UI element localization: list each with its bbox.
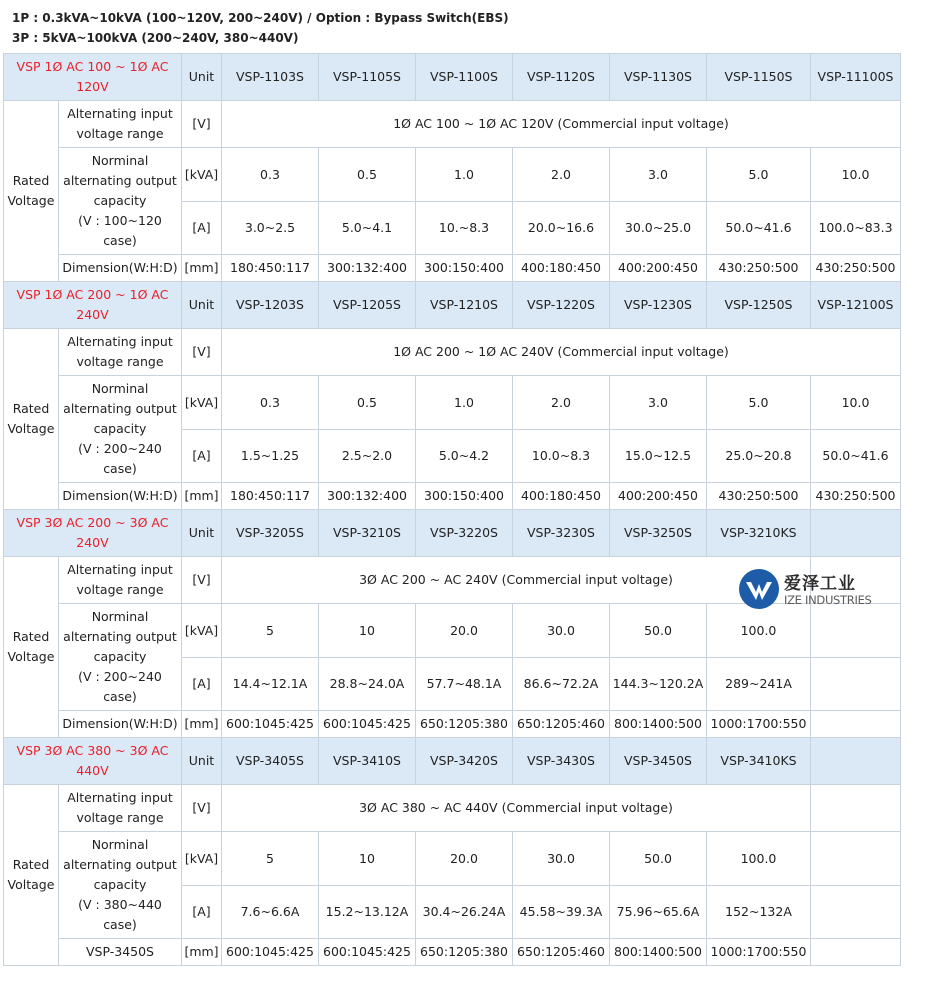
dimension-value: 430:250:500	[811, 483, 901, 510]
logo-english-name: IZE INDUSTRIES	[784, 593, 872, 607]
model-name: VSP-3420S	[416, 738, 513, 785]
dimension-value: 400:200:450	[610, 483, 707, 510]
current-amps-value: 144.3~120.2A	[610, 658, 707, 711]
dimension-value: 800:1400:500	[610, 939, 707, 966]
capacity-kva-value: 2.0	[513, 376, 610, 430]
model-name: VSP-3230S	[513, 510, 610, 557]
unit-mm: [mm]	[182, 711, 222, 738]
model-name: VSP-1230S	[610, 282, 707, 329]
capacity-kva-value: 0.5	[319, 148, 416, 202]
model-name	[811, 510, 901, 557]
model-name: VSP-1205S	[319, 282, 416, 329]
dimension-value: 430:250:500	[707, 255, 811, 282]
capacity-kva-value: 20.0	[416, 604, 513, 658]
current-amps-value: 5.0~4.1	[319, 202, 416, 255]
capacity-kva-value: 10.0	[811, 376, 901, 430]
current-amps-value: 25.0~20.8	[707, 430, 811, 483]
model-name: VSP-1103S	[222, 54, 319, 101]
model-name: VSP-1100S	[416, 54, 513, 101]
capacity-kva-value: 50.0	[610, 604, 707, 658]
model-name: VSP-1105S	[319, 54, 416, 101]
table-row	[4, 939, 901, 966]
model-name: VSP-1150S	[707, 54, 811, 101]
model-name: VSP-3450S	[610, 738, 707, 785]
alt-input-label: Alternating input voltage range	[59, 101, 182, 148]
model-name: VSP-11100S	[811, 54, 901, 101]
capacity-kva-value: 10	[319, 832, 416, 886]
unit-mm: [mm]	[182, 255, 222, 282]
dimension-value	[811, 711, 901, 738]
alt-input-label: Alternating input voltage range	[59, 785, 182, 832]
unit-header: Unit	[182, 54, 222, 101]
voltage-case-text: (V : 100~120 case)	[78, 213, 162, 248]
dimension-value: 600:1045:425	[222, 711, 319, 738]
unit-mm: [mm]	[182, 483, 222, 510]
capacity-kva-value: 10.0	[811, 148, 901, 202]
model-name: VSP-1210S	[416, 282, 513, 329]
dimension-value: 180:450:117	[222, 483, 319, 510]
current-amps-value	[811, 658, 901, 711]
dimension-value: 300:132:400	[319, 255, 416, 282]
current-amps-value: 1.5~1.25	[222, 430, 319, 483]
dimension-value: 600:1045:425	[319, 711, 416, 738]
rated-voltage-label: Rated Voltage	[4, 101, 59, 282]
table-row	[4, 711, 901, 738]
capacity-kva-value: 1.0	[416, 148, 513, 202]
alt-input-label: Alternating input voltage range	[59, 557, 182, 604]
dimension-value: 400:180:450	[513, 255, 610, 282]
nominal-capacity-text: Norminal alternating output capacity	[63, 609, 177, 664]
current-amps-value: 3.0~2.5	[222, 202, 319, 255]
section-title: VSP 3Ø AC 380 ~ 3Ø AC 440V	[4, 738, 182, 785]
dimension-value: 300:150:400	[416, 255, 513, 282]
dimension-value: 1000:1700:550	[707, 939, 811, 966]
voltage-case-text: (V : 200~240 case)	[78, 441, 162, 476]
current-amps-value: 50.0~41.6	[707, 202, 811, 255]
model-name: VSP-1203S	[222, 282, 319, 329]
spec-table	[3, 53, 901, 966]
nominal-capacity-label	[59, 376, 182, 483]
input-voltage-range: 1Ø AC 200 ~ 1Ø AC 240V (Commercial input voltage)	[222, 329, 901, 376]
table-row	[4, 832, 901, 886]
unit-a: [A]	[182, 886, 222, 939]
table-row	[4, 148, 901, 202]
nominal-capacity-label	[59, 604, 182, 711]
current-amps-value: 20.0~16.6	[513, 202, 610, 255]
model-name: VSP-3210S	[319, 510, 416, 557]
section-title: VSP 1Ø AC 100 ~ 1Ø AC 120V	[4, 54, 182, 101]
capacity-kva-value: 5	[222, 832, 319, 886]
capacity-kva-value: 100.0	[707, 832, 811, 886]
table-row	[4, 282, 901, 329]
capacity-kva-value: 30.0	[513, 604, 610, 658]
current-amps-value: 15.0~12.5	[610, 430, 707, 483]
capacity-kva-value: 100.0	[707, 604, 811, 658]
unit-a: [A]	[182, 658, 222, 711]
input-voltage-range: 3Ø AC 200 ~ AC 240V (Commercial input voltage)	[222, 557, 811, 604]
intro-text	[12, 8, 509, 48]
model-name: VSP-1250S	[707, 282, 811, 329]
dimension-label: Dimension(W:H:D)	[59, 255, 182, 282]
section-title: VSP 3Ø AC 200 ~ 3Ø AC 240V	[4, 510, 182, 557]
model-name: VSP-3205S	[222, 510, 319, 557]
section-title: VSP 1Ø AC 200 ~ 1Ø AC 240V	[4, 282, 182, 329]
current-amps-value: 15.2~13.12A	[319, 886, 416, 939]
current-amps-value: 289~241A	[707, 658, 811, 711]
dimension-label: VSP-3450S	[59, 939, 182, 966]
dimension-value	[811, 939, 901, 966]
empty-cell	[811, 785, 901, 832]
capacity-kva-value: 0.3	[222, 376, 319, 430]
table-row	[4, 510, 901, 557]
unit-a: [A]	[182, 430, 222, 483]
current-amps-value: 10.0~8.3	[513, 430, 610, 483]
unit-a: [A]	[182, 202, 222, 255]
current-amps-value: 57.7~48.1A	[416, 658, 513, 711]
model-name: VSP-3220S	[416, 510, 513, 557]
current-amps-value: 30.0~25.0	[610, 202, 707, 255]
capacity-kva-value: 50.0	[610, 832, 707, 886]
current-amps-value: 10.~8.3	[416, 202, 513, 255]
dimension-value: 400:180:450	[513, 483, 610, 510]
dimension-value: 600:1045:425	[319, 939, 416, 966]
unit-v: [V]	[182, 329, 222, 376]
dimension-value: 180:450:117	[222, 255, 319, 282]
dimension-value: 1000:1700:550	[707, 711, 811, 738]
unit-mm: [mm]	[182, 939, 222, 966]
rated-voltage-label: Rated Voltage	[4, 557, 59, 738]
nominal-capacity-label	[59, 832, 182, 939]
capacity-kva-value: 3.0	[610, 376, 707, 430]
dimension-value: 650:1205:380	[416, 939, 513, 966]
current-amps-value: 152~132A	[707, 886, 811, 939]
model-name: VSP-3405S	[222, 738, 319, 785]
capacity-kva-value: 2.0	[513, 148, 610, 202]
current-amps-value: 7.6~6.6A	[222, 886, 319, 939]
nominal-capacity-label	[59, 148, 182, 255]
nominal-capacity-text: Norminal alternating output capacity	[63, 837, 177, 892]
capacity-kva-value: 10	[319, 604, 416, 658]
capacity-kva-value: 30.0	[513, 832, 610, 886]
voltage-case-text: (V : 200~240 case)	[78, 669, 162, 704]
input-voltage-range: 3Ø AC 380 ~ AC 440V (Commercial input voltage)	[222, 785, 811, 832]
dimension-label: Dimension(W:H:D)	[59, 711, 182, 738]
logo-chinese-name: 爱泽工业	[784, 574, 856, 594]
model-name: VSP-3410KS	[707, 738, 811, 785]
nominal-capacity-text: Norminal alternating output capacity	[63, 381, 177, 436]
current-amps-value: 2.5~2.0	[319, 430, 416, 483]
model-name: VSP-1130S	[610, 54, 707, 101]
intro-line-3p: 3P : 5kVA~100kVA (200~240V, 380~440V)	[12, 31, 299, 45]
dimension-label: Dimension(W:H:D)	[59, 483, 182, 510]
current-amps-value: 50.0~41.6	[811, 430, 901, 483]
table-row	[4, 738, 901, 785]
dimension-value: 650:1205:380	[416, 711, 513, 738]
unit-header: Unit	[182, 510, 222, 557]
capacity-kva-value: 3.0	[610, 148, 707, 202]
table-row	[4, 785, 901, 832]
capacity-kva-value: 5	[222, 604, 319, 658]
intro-line-1p: 1P : 0.3kVA~10kVA (100~120V, 200~240V) / Option : Bypass Switch(EBS)	[12, 11, 509, 25]
rated-voltage-label: Rated Voltage	[4, 329, 59, 510]
alt-input-label: Alternating input voltage range	[59, 329, 182, 376]
current-amps-value: 45.58~39.3A	[513, 886, 610, 939]
unit-header: Unit	[182, 282, 222, 329]
dimension-value: 600:1045:425	[222, 939, 319, 966]
table-row	[4, 101, 901, 148]
input-voltage-range: 1Ø AC 100 ~ 1Ø AC 120V (Commercial input voltage)	[222, 101, 901, 148]
table-row	[4, 376, 901, 430]
ize-logo-icon	[738, 566, 780, 612]
table-row	[4, 329, 901, 376]
current-amps-value: 86.6~72.2A	[513, 658, 610, 711]
capacity-kva-value: 0.3	[222, 148, 319, 202]
dimension-value: 300:150:400	[416, 483, 513, 510]
current-amps-value: 30.4~26.24A	[416, 886, 513, 939]
current-amps-value: 100.0~83.3	[811, 202, 901, 255]
dimension-value: 650:1205:460	[513, 711, 610, 738]
model-name: VSP-1120S	[513, 54, 610, 101]
table-row	[4, 255, 901, 282]
rated-voltage-label: Rated Voltage	[4, 785, 59, 966]
dimension-value: 430:250:500	[811, 255, 901, 282]
capacity-kva-value: 20.0	[416, 832, 513, 886]
model-name: VSP-3410S	[319, 738, 416, 785]
current-amps-value: 75.96~65.6A	[610, 886, 707, 939]
unit-header: Unit	[182, 738, 222, 785]
unit-v: [V]	[182, 101, 222, 148]
model-name: VSP-3210KS	[707, 510, 811, 557]
current-amps-value: 14.4~12.1A	[222, 658, 319, 711]
unit-kva: [kVA]	[182, 148, 222, 202]
current-amps-value	[811, 886, 901, 939]
unit-kva: [kVA]	[182, 604, 222, 658]
current-amps-value: 5.0~4.2	[416, 430, 513, 483]
dimension-value: 400:200:450	[610, 255, 707, 282]
voltage-case-text: (V : 380~440 case)	[78, 897, 162, 932]
model-name	[811, 738, 901, 785]
nominal-capacity-text: Norminal alternating output capacity	[63, 153, 177, 208]
unit-kva: [kVA]	[182, 376, 222, 430]
unit-v: [V]	[182, 785, 222, 832]
dimension-value: 800:1400:500	[610, 711, 707, 738]
model-name: VSP-1220S	[513, 282, 610, 329]
dimension-value: 430:250:500	[707, 483, 811, 510]
dimension-value: 650:1205:460	[513, 939, 610, 966]
model-name: VSP-12100S	[811, 282, 901, 329]
table-row	[4, 483, 901, 510]
capacity-kva-value: 5.0	[707, 148, 811, 202]
model-name: VSP-3250S	[610, 510, 707, 557]
capacity-kva-value: 1.0	[416, 376, 513, 430]
capacity-kva-value	[811, 832, 901, 886]
capacity-kva-value: 0.5	[319, 376, 416, 430]
capacity-kva-value: 5.0	[707, 376, 811, 430]
dimension-value: 300:132:400	[319, 483, 416, 510]
company-logo	[738, 566, 888, 616]
unit-kva: [kVA]	[182, 832, 222, 886]
table-row	[4, 54, 901, 101]
model-name: VSP-3430S	[513, 738, 610, 785]
current-amps-value: 28.8~24.0A	[319, 658, 416, 711]
unit-v: [V]	[182, 557, 222, 604]
